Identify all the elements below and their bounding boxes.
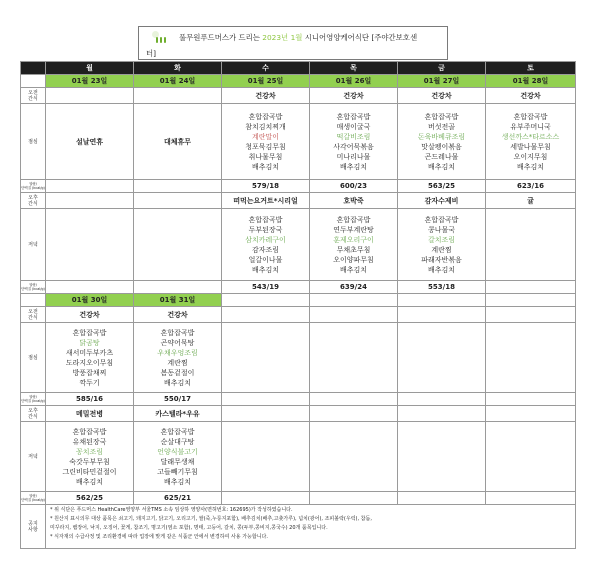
week2-date-row: [21, 294, 576, 307]
am-snack-cell: 건강차: [310, 88, 398, 104]
am-snack-cell: 건강차: [222, 88, 310, 104]
kcal-cell: 550/17: [134, 393, 222, 406]
am-snack-label: 오전 간식: [21, 307, 46, 323]
notice-line: * 원산지 표시의무 대상 품목은 쇠고기, 돼지고기, 닭고기, 오리고기, 쌀(죽,누룽지포함), 배추김치(배추,고춧가루), 넙치(광어), 조피볼락(우럭), 참돔,: [50, 516, 372, 522]
pm-snack-cell: 떠먹는요거트*시리얼: [222, 193, 310, 209]
lunch-cell: 혼합잡곡밥 참치김치찌개 계란말이 청포묵김무침 취나물무침 배추김치: [222, 104, 310, 180]
kcal-cell: 553/18: [398, 281, 486, 294]
day-thu: 목: [310, 62, 398, 75]
lunch-cell: 혼합잡곡밥 유부주머니국 생선까스*타르소스 세발나물무침 오이지무침 배추김치: [486, 104, 576, 180]
dinner-cell: 혼합잡곡밥 유채된장국 꽁치조림 숙갓두부무침 그린비타민겉절이 배추김치: [46, 422, 134, 492]
week1-date-row: [21, 75, 576, 88]
notice-label: 공지 사항: [21, 505, 46, 549]
kcal-label: 열량/ 단백질 (kcal/g): [21, 393, 46, 406]
am-snack-label: 오전 간식: [21, 88, 46, 104]
dinner-cell: 혼합잡곡밥 연두부계란탕 훈제오리구이 무채초무침 오이양파무침 배추김치: [310, 209, 398, 281]
title-box: [138, 26, 448, 60]
week1-lunch-cal-row: [21, 180, 576, 193]
holiday-cell: 설날연휴: [46, 104, 134, 180]
am-snack-cell: 건강차: [46, 307, 134, 323]
lunch-label: 점심: [21, 323, 46, 393]
kcal-cell: 543/19: [222, 281, 310, 294]
week2-pm-snack-row: [21, 406, 576, 422]
week1-dinner-cal-row: [21, 281, 576, 294]
week1-pm-snack-row: [21, 193, 576, 209]
pm-snack-label: 오후 간식: [21, 193, 46, 209]
kcal-label: 열량/ 단백질 (kcal/g): [21, 180, 46, 193]
pm-snack-cell: 메밀전병: [46, 406, 134, 422]
menu-table: [20, 61, 576, 549]
date-cell: 01월 30일: [46, 294, 134, 307]
dinner-cell: 혼합잡곡밥 두부된장국 삼치카레구이 감자조림 얼갈이나물 배추김치: [222, 209, 310, 281]
date-cell: 01월 23일: [46, 75, 134, 88]
kcal-cell: 639/24: [310, 281, 398, 294]
kcal-label: 열량/ 단백질 (kcal/g): [21, 281, 46, 294]
notice-cell: [46, 505, 576, 549]
date-cell: 01월 26일: [310, 75, 398, 88]
dinner-label: 저녁: [21, 209, 46, 281]
week1-lunch-row: [21, 104, 576, 180]
notice-row: [21, 505, 576, 549]
date-cell: 01월 24일: [134, 75, 222, 88]
date-cell: 01월 31일: [134, 294, 222, 307]
am-snack-cell: 건강차: [134, 307, 222, 323]
week1-dinner-row: [21, 209, 576, 281]
lunch-cell: 혼합잡곡밥 매생이굴국 떡갈비조림 사각어묵볶음 미나리나물 배추김치: [310, 104, 398, 180]
pm-snack-cell: 호박죽: [310, 193, 398, 209]
week2-dinner-cal-row: [21, 492, 576, 505]
dinner-cell: 혼합잡곡밥 콩나물국 갈치조림 계란찜 파래자반볶음 배추김치: [398, 209, 486, 281]
week2-lunch-row: [21, 323, 576, 393]
menu-title-continued: 터]: [146, 49, 157, 58]
pm-snack-label: 오후 간식: [21, 406, 46, 422]
week1-am-snack-row: [21, 88, 576, 104]
week2-lunch-cal-row: [21, 393, 576, 406]
kcal-cell: 625/21: [134, 492, 222, 505]
week2-dinner-row: [21, 422, 576, 492]
lunch-cell: 혼합잡곡밥 버섯전골 돈육바베큐조림 맛살펭이볶음 곤드레나물 배추김치: [398, 104, 486, 180]
am-snack-cell: 건강차: [486, 88, 576, 104]
notice-line: * 식자재의 수급사정 및 조리환경에 따라 업장에 맞게 같은 식품군 안에서 변경하여 사용 가능합니다.: [50, 534, 268, 540]
kcal-cell: 563/25: [398, 180, 486, 193]
date-cell: 01월 25일: [222, 75, 310, 88]
kcal-cell: 600/23: [310, 180, 398, 193]
corner-cell: [21, 62, 46, 75]
am-snack-cell: 건강차: [398, 88, 486, 104]
dinner-label: 저녁: [21, 422, 46, 492]
notice-line: * 위 식단은 푸드머스 HealthCare영양부 서울TMS 소속 임상하 영양사(면허번호: 162695)가 작성하였습니다.: [50, 507, 293, 513]
pulmuone-logo-icon: [146, 31, 178, 43]
kcal-cell: 623/16: [486, 180, 576, 193]
pm-snack-cell: 귤: [486, 193, 576, 209]
day-wed: 수: [222, 62, 310, 75]
notice-line: 미꾸라지, 뱀장어, 낙지, 오징어, 꽃게, 참조기, 명고기(염소 포함), 명태, 고등어, 갈치, 콩(두부,콩비지,콩국수) 20개 품목입니다.: [50, 525, 328, 531]
week2-am-snack-row: [21, 307, 576, 323]
lunch-cell: 혼합잡곡밥 닭곰탕 새서미두부카츠 도라지오이무침 방풍잡채찌 깍두기: [46, 323, 134, 393]
kcal-label: 열량/ 단백질 (kcal/g): [21, 492, 46, 505]
holiday-cell: 대체휴무: [134, 104, 222, 180]
pm-snack-cell: 카스텔라*우유: [134, 406, 222, 422]
kcal-cell: 585/16: [46, 393, 134, 406]
date-cell: 01월 28일: [486, 75, 576, 88]
day-mon: 월: [46, 62, 134, 75]
date-cell: 01월 27일: [398, 75, 486, 88]
kcal-cell: 562/25: [46, 492, 134, 505]
day-header-row: [21, 62, 576, 75]
day-tue: 화: [134, 62, 222, 75]
kcal-cell: 579/18: [222, 180, 310, 193]
lunch-cell: 혼합잡곡밥 곤약어묵탕 우채우엉조림 계란찜 봄동겉절이 배추김치: [134, 323, 222, 393]
lunch-label: 점심: [21, 104, 46, 180]
day-fri: 금: [398, 62, 486, 75]
day-sat: 토: [486, 62, 576, 75]
pm-snack-cell: 감자수제비: [398, 193, 486, 209]
menu-title: 풀무원푸드머스가 드리는 2023년 1월 시니어영양케어식단 [주야간보호센: [179, 33, 418, 42]
dinner-cell: 혼합잡곡밥 순살대구탕 언양식불고기 달래무생채 고들빼기무침 배추김치: [134, 422, 222, 492]
